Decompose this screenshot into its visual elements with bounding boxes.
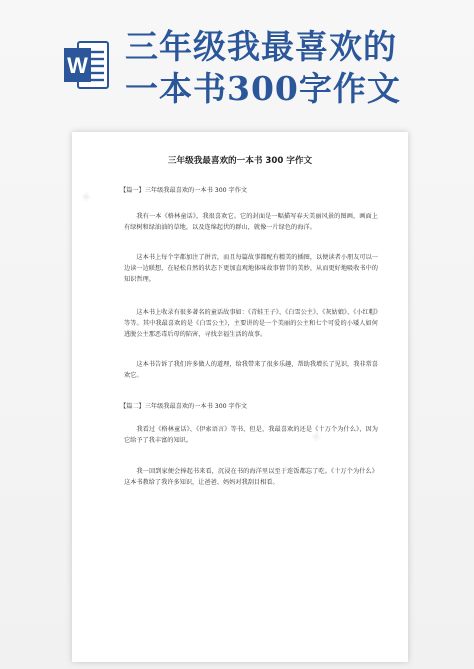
word-icon-letter: W <box>67 53 88 78</box>
paragraph: 这本书上收录有很多著名的童话故事如：《青蛙王子》、《白雪公主》、《灰姑娘》、《小红帽》等等。其中我最喜欢的是《白雪公主》，主要讲的是一个美丽的公主和七个可爱的小矮人如何逃脱公主那恶毒后母的陷害，寻找幸福生活的故事。 <box>124 309 378 338</box>
paragraph: 我一回到家便会捧起书来看，沉浸在书的海洋里以至于连饭都忘了吃。《十万个为什么》这本书教给了我许多知识，让爸爸、妈妈对我刮目相看。 <box>124 468 378 486</box>
paragraph: 这本书上每个字都加注了拼音，而且每篇故事都配有精美的插图，以便读者小朋友可以一边读一边联想，在轻松自然的状态下更加直观地体味故事情节的美妙，从而更好地吸收书中的知识哲理。 <box>124 254 378 283</box>
banner-title-line1: 三年级我最喜欢的 <box>125 27 397 66</box>
document-title: 三年级我最喜欢的一本书 300 字作文 <box>167 156 313 166</box>
header-banner <box>0 0 474 110</box>
banner-title <box>125 26 465 110</box>
watermark: ▣ <box>80 190 93 204</box>
document-page <box>72 132 408 662</box>
section-heading: 【篇二】三年级我最喜欢的一本书 300 字作文 <box>120 403 248 410</box>
word-document-icon <box>64 40 110 90</box>
banner-title-line2: 一本书300字作文 <box>125 69 401 108</box>
paragraph: 这本书告诉了我们许多做人的道理，给我带来了很多乐趣，帮助我增长了见识，我非常喜欢它。 <box>124 361 378 379</box>
paragraph: 我有一本《格林童话》，我很喜欢它。它的封面是一幅描写春天美丽风景的图画，画面上有绿树和绿油油的草地，以及连绵起伏的群山，就像一片绿色的海洋。 <box>124 213 378 231</box>
paragraph: 我看过《格林童话》、《伊索语言》等书，但是，我最喜欢的还是《十万个为什么》，因为它给予了我丰富的知识。 <box>124 426 378 444</box>
section-heading: 【篇一】三年级我最喜欢的一本书 300 字作文 <box>120 187 248 194</box>
watermark: ▣ <box>310 430 323 444</box>
